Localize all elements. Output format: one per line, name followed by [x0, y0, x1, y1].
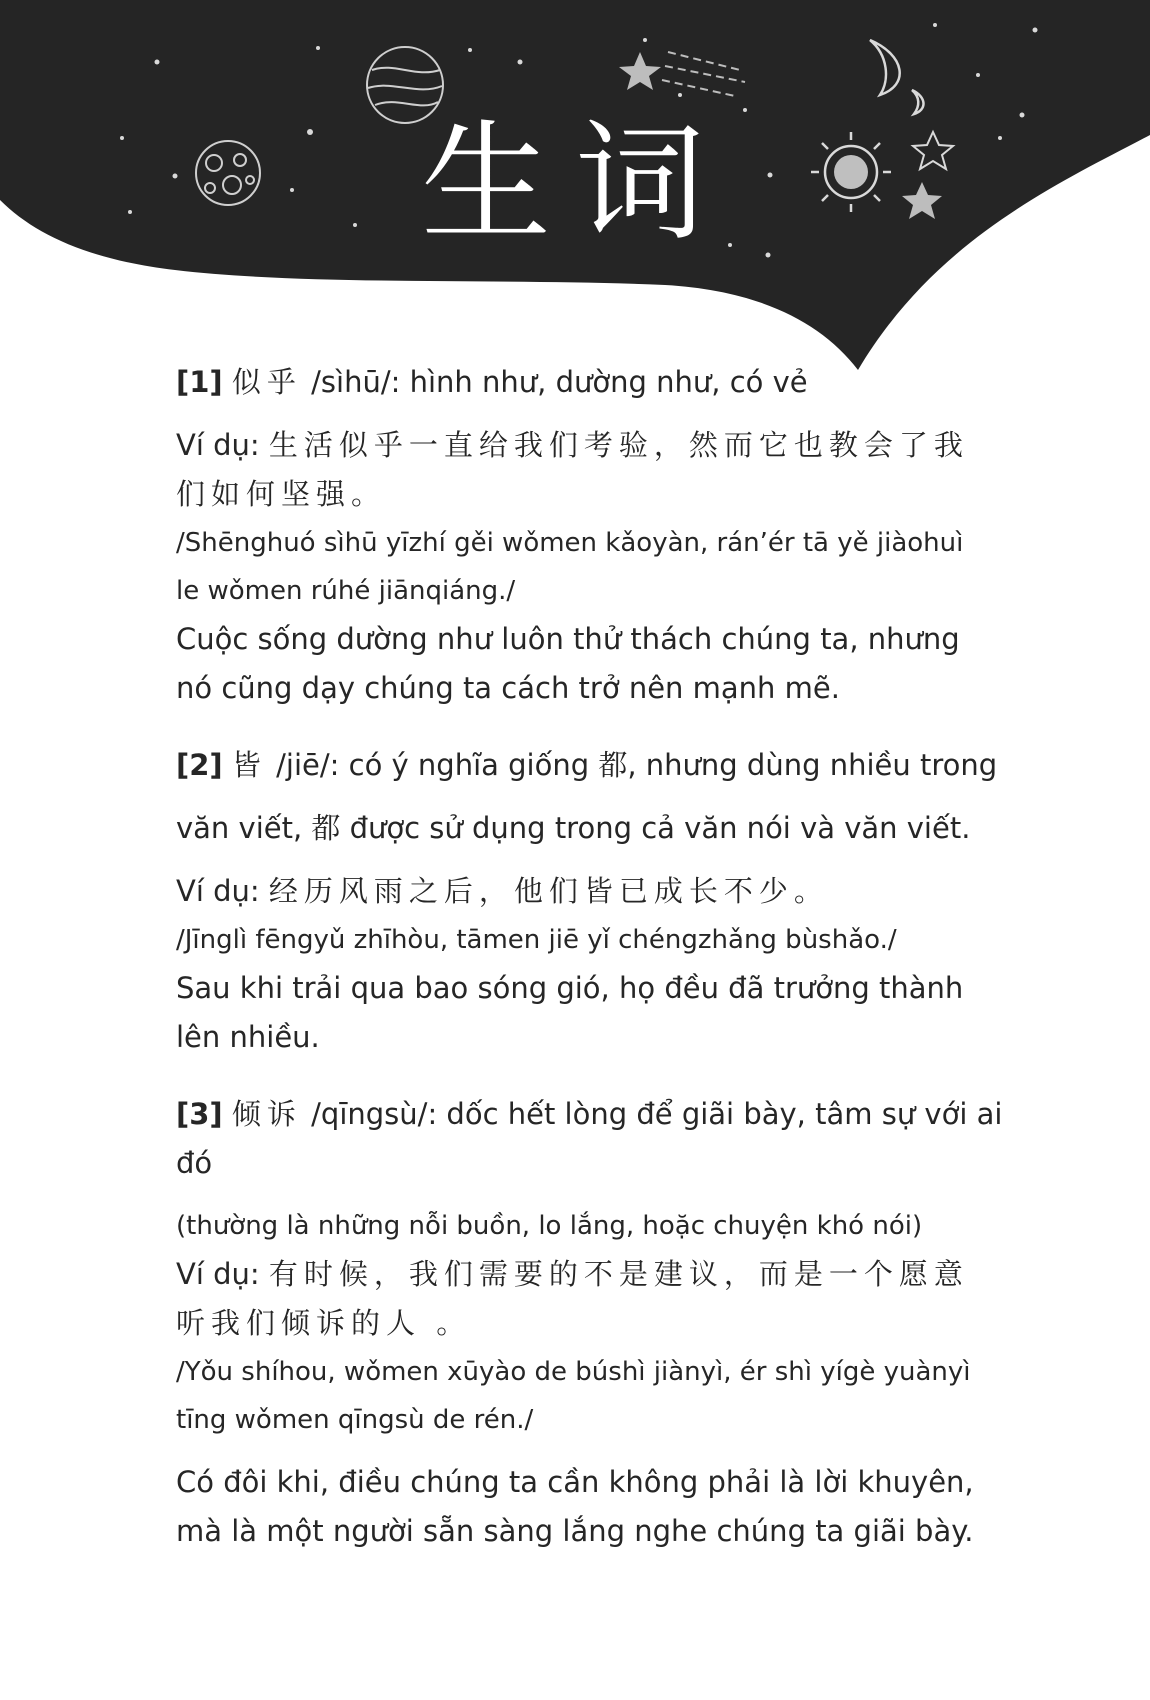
entry-pinyin: /sìhū/ [311, 365, 391, 399]
vocab-entry-3 [176, 1090, 1006, 1556]
translation-line-2: nó cũng dạy chúng ta cách trở nên mạnh mẽ. [176, 671, 840, 705]
entry-headline [176, 1090, 1006, 1188]
example-pinyin-line-1: /Shēnghuó sìhū yīzhí gěi wǒmen kǎoyàn, rán’ér tā yě jiàohuì [176, 528, 964, 558]
entry-number: [1] [176, 365, 223, 399]
entry-headline [176, 358, 1006, 407]
translation-line-1: Sau khi trải qua bao sóng gió, họ đều đã trưởng thành [176, 971, 964, 1005]
example-prefix: Ví dụ: [176, 874, 260, 908]
example-chinese-line-2: 们如何坚强。 [176, 477, 387, 511]
translation-line-1: Cuộc sống dường như luôn thử thách chúng ta, nhưng [176, 622, 960, 656]
example-chinese-line-1: 经历风雨之后，他们皆已成长不少。 [268, 874, 829, 908]
translation-line-2: mà là một người sẵn sàng lắng nghe chúng ta giãi bày. [176, 1514, 974, 1548]
page-title: 生词 [420, 107, 729, 259]
entry-pinyin: /qīngsù/ [311, 1097, 428, 1131]
example-prefix: Ví dụ: [176, 428, 260, 462]
entry-meaning: : dốc hết lòng để giãi bày, tâm sự với ai đó [176, 1097, 1003, 1180]
entry-meaning-line-2: (thường là những nỗi buồn, lo lắng, hoặc chuyện khó nói) [176, 1211, 923, 1241]
example-chinese-line-1: 有时候，我们需要的不是建议，而是一个愿意 [268, 1257, 969, 1291]
example-prefix: Ví dụ: [176, 1257, 260, 1291]
example-chinese-line-1: 生活似乎一直给我们考验，然而它也教会了我 [268, 428, 969, 462]
example-pinyin-line-2: tīng wǒmen qīngsù de rén./ [176, 1405, 534, 1435]
example-pinyin-line-2: le wǒmen rúhé jiānqiáng./ [176, 576, 516, 606]
entry-headline [176, 741, 1006, 790]
entry-meaning-line-2: văn viết, 都 được sử dụng trong cả văn nói và văn viết. [176, 811, 971, 845]
entry-word: 倾诉 [231, 1097, 302, 1131]
example-pinyin-line-1: /Jīnglì fēngyǔ zhīhòu, tāmen jiē yǐ chéngzhǎng bùshǎo./ [176, 925, 897, 955]
entry-word: 皆 [231, 748, 267, 782]
example-chinese-line-2: 听我们倾诉的人 。 [176, 1306, 472, 1340]
vocab-entry-2 [176, 741, 1006, 1062]
entry-number: [3] [176, 1097, 223, 1131]
example-chinese [176, 421, 1006, 470]
example-chinese [176, 1250, 1006, 1299]
entry-meaning: : hình như, dường như, có vẻ [390, 365, 808, 399]
header-banner [0, 0, 1150, 380]
example-pinyin-line-1: /Yǒu shíhou, wǒmen xūyào de búshì jiànyì, ér shì yígè yuànyì [176, 1357, 971, 1387]
entry-number: [2] [176, 748, 223, 782]
entry-meaning: : có ý nghĩa giống 都, nhưng dùng nhiều trong [329, 748, 998, 782]
vocab-entry-1 [176, 358, 1006, 713]
example-chinese [176, 867, 1006, 916]
entry-word: 似乎 [231, 365, 302, 399]
vocabulary-list [176, 358, 1006, 1584]
translation-line-1: Có đôi khi, điều chúng ta cần không phải là lời khuyên, [176, 1465, 974, 1499]
entry-pinyin: /jiē/ [276, 748, 330, 782]
translation-line-2: lên nhiều. [176, 1020, 320, 1054]
